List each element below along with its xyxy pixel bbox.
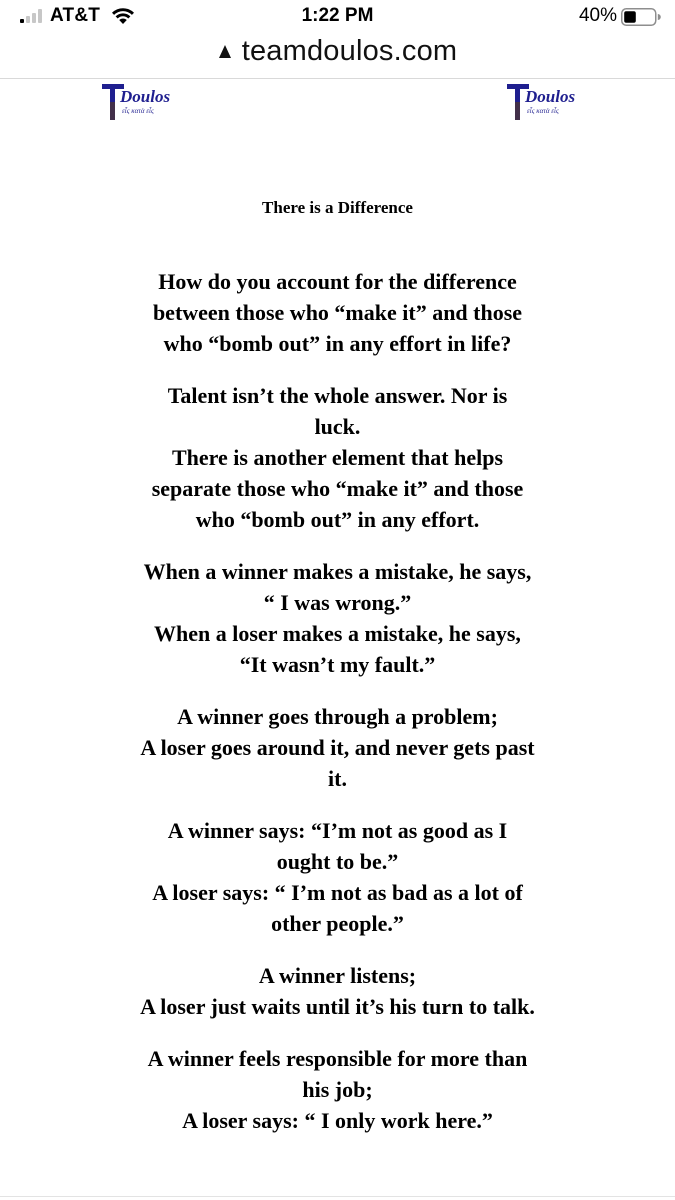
- paragraph-line: A loser says: “ I’m not as bad as a lot of: [152, 880, 523, 905]
- logo-wordmark: Doulos: [120, 87, 171, 106]
- paragraph-line: other people.”: [271, 911, 404, 936]
- battery-percent: 40%: [578, 5, 617, 26]
- paragraph-line: A winner goes through a problem;: [177, 704, 498, 729]
- paragraph-line: his job;: [302, 1077, 373, 1102]
- logo-wordmark: Doulos: [525, 87, 576, 106]
- paragraph-line: separate those who “make it” and those: [151, 476, 524, 501]
- address-bar-divider: [0, 78, 675, 79]
- status-time: 1:22 PM: [301, 5, 374, 26]
- paragraph-line: A winner listens;: [258, 963, 417, 988]
- paragraph-line: luck.: [314, 414, 361, 439]
- paragraph-line: When a winner makes a mistake, he says,: [143, 559, 532, 584]
- lock-icon: [218, 44, 232, 60]
- paragraph-line: ought to be.”: [276, 849, 399, 874]
- paragraph-line: who “bomb out” in any effort.: [195, 507, 480, 532]
- status-bar: [0, 0, 675, 36]
- paragraph-line: who “bomb out” in any effort in life?: [163, 331, 512, 356]
- paragraph-line: When a loser makes a mistake, he says,: [154, 621, 521, 646]
- article-paragraph: [88, 815, 588, 939]
- url-text[interactable]: teamdoulos.com: [241, 35, 458, 67]
- article-paragraph: [88, 380, 588, 535]
- address-bar[interactable]: [0, 32, 675, 76]
- paragraph-line: A loser just waits until it’s his turn to talk.: [140, 994, 535, 1019]
- paragraph-line: A winner feels responsible for more than: [147, 1046, 528, 1071]
- paragraph-line: A loser says: “ I only work here.”: [182, 1108, 493, 1133]
- article-body: [0, 266, 675, 1136]
- article-paragraph: [88, 266, 588, 359]
- paragraph-line: “It wasn’t my fault.”: [239, 652, 436, 677]
- doulos-logo-left: [100, 82, 176, 120]
- carrier-name: AT&T: [50, 5, 101, 26]
- logo-tagline: εἷς κατὰ εἷς: [527, 107, 559, 115]
- logo-tagline: εἷς κατὰ εἷς: [122, 107, 154, 115]
- paragraph-line: A loser goes around it, and never gets past: [140, 735, 535, 760]
- article-paragraph: [88, 1043, 588, 1136]
- paragraph-line: “ I was wrong.”: [263, 590, 412, 615]
- paragraph-line: Talent isn’t the whole answer. Nor is: [167, 383, 508, 408]
- paragraph-line: A winner says: “I’m not as good as I: [167, 818, 508, 843]
- article-paragraph: [88, 701, 588, 794]
- paragraph-line: How do you account for the difference: [158, 269, 517, 294]
- article-paragraph: [88, 960, 588, 1022]
- paragraph-line: it.: [328, 766, 347, 791]
- paragraph-line: There is another element that helps: [172, 445, 503, 470]
- article: [0, 196, 675, 1136]
- page-title: There is a Difference: [262, 198, 413, 217]
- paragraph-line: between those who “make it” and those: [152, 300, 523, 325]
- doulos-logo-right: [505, 82, 581, 120]
- article-paragraph: [88, 556, 588, 680]
- bottom-divider: [0, 1196, 675, 1197]
- battery-icon: [621, 8, 661, 26]
